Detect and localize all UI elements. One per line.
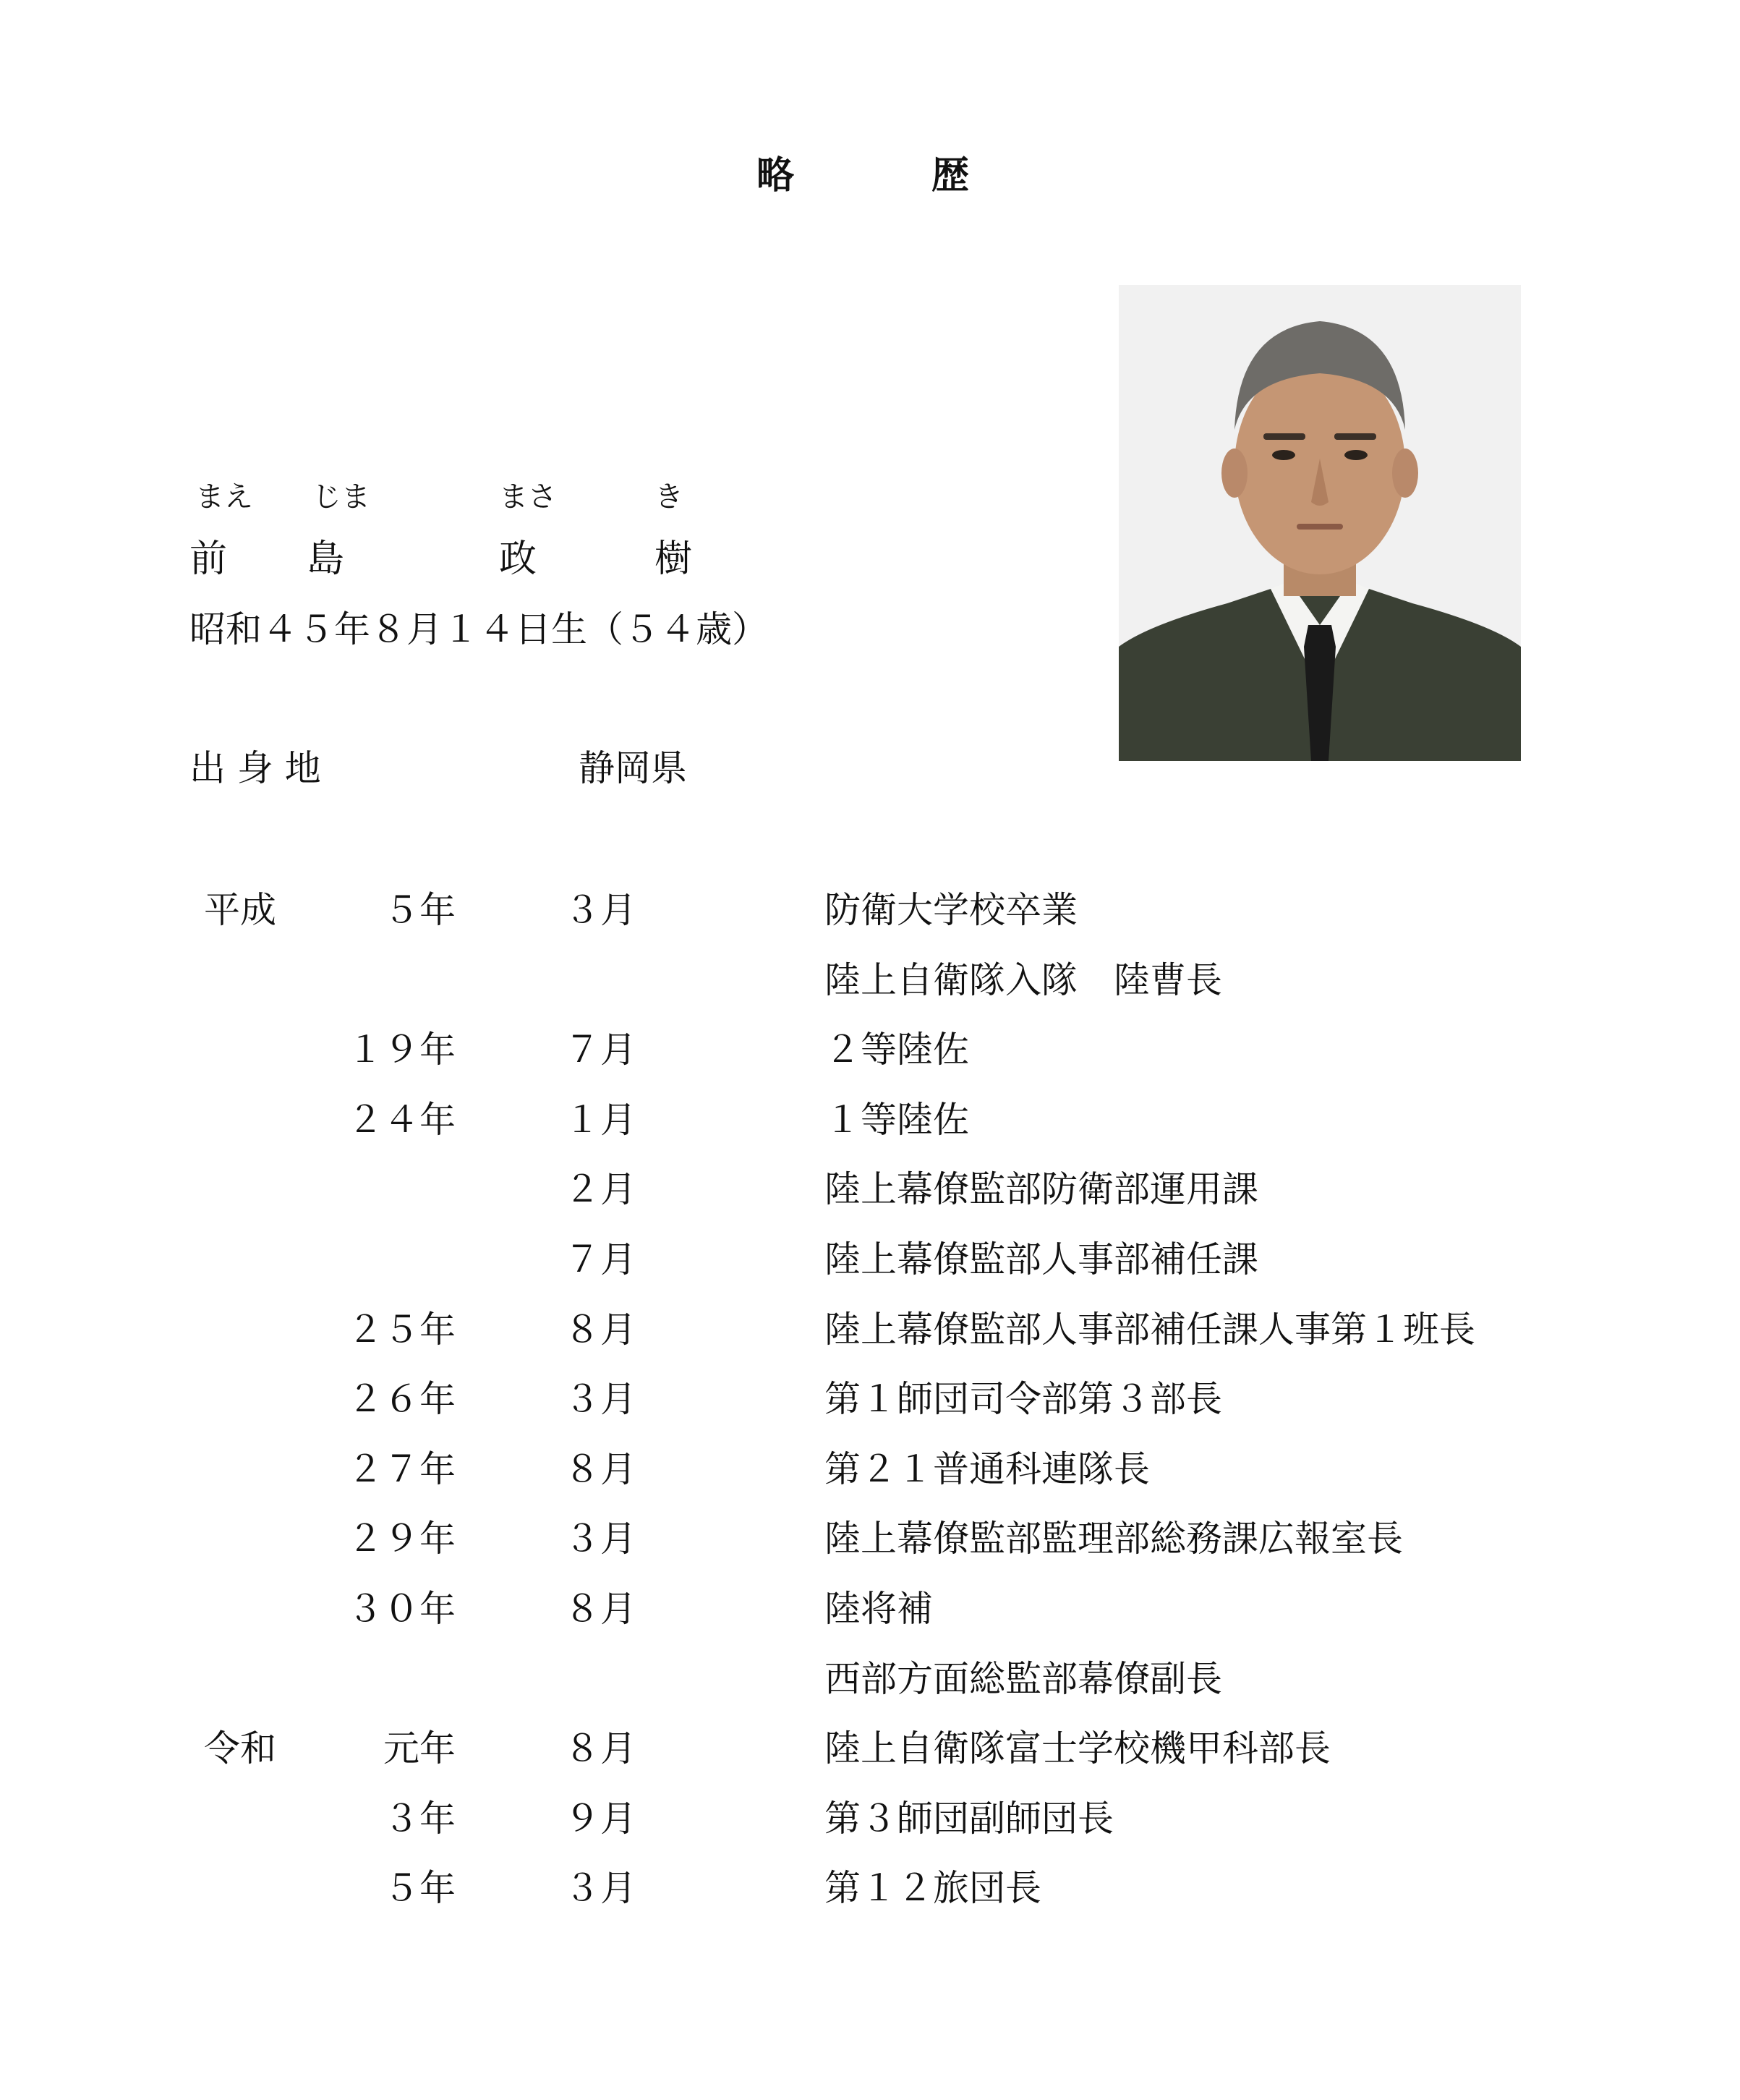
history-year: ３０年 [347, 1588, 456, 1630]
history-year: 元年 [383, 1727, 456, 1769]
history-year: １９年 [347, 1029, 456, 1071]
history-year: ２５年 [347, 1309, 456, 1351]
history-event: 第１師団司令部第３部長 [824, 1378, 1222, 1420]
history-event: 第２１普通科連隊長 [824, 1448, 1150, 1490]
history-event: 陸上幕僚監部人事部補任課 [824, 1238, 1258, 1280]
history-year: ５年 [383, 889, 456, 931]
history-event: １等陸佐 [824, 1099, 969, 1141]
birthplace-label: 出 身 地 [189, 747, 321, 789]
history-month: ８月 [564, 1448, 636, 1490]
history-row [0, 1510, 1740, 1560]
history-year: ２４年 [347, 1099, 456, 1141]
history-row [0, 1301, 1740, 1351]
history-row [0, 1160, 1740, 1211]
history-month: ９月 [564, 1798, 636, 1840]
history-event: 第３師団副師団長 [824, 1798, 1114, 1840]
history-row [0, 1440, 1740, 1491]
history-row [0, 1091, 1740, 1142]
name-char-1: 前 [189, 537, 228, 581]
history-year: ５年 [383, 1867, 456, 1909]
history-month: １月 [564, 1099, 636, 1141]
name-char-3: 政 [499, 537, 537, 581]
officer-portrait-photo [1119, 285, 1521, 761]
history-event: 陸将補 [824, 1588, 933, 1630]
history-event: 西部方面総監部幕僚副長 [824, 1658, 1222, 1700]
history-row [0, 1021, 1740, 1071]
history-row [0, 1370, 1740, 1421]
history-event: ２等陸佐 [824, 1029, 969, 1071]
name-ruby-4: き [654, 480, 683, 514]
history-month: ８月 [564, 1309, 636, 1351]
title-char-1: 略 [756, 154, 795, 197]
history-event: 防衛大学校卒業 [824, 889, 1078, 931]
history-era: 令和 [204, 1727, 276, 1769]
name-char-4: 樹 [654, 537, 693, 581]
history-era: 平成 [204, 889, 276, 931]
title-char-2: 歴 [931, 154, 970, 197]
name-ruby-2: じま [312, 480, 370, 514]
history-year: ３年 [383, 1798, 456, 1840]
history-event: 陸上幕僚監部人事部補任課人事第１班長 [824, 1309, 1475, 1351]
birth-date: 昭和４５年８月１４日生（５４歳） [189, 608, 768, 650]
history-month: ３月 [564, 1867, 636, 1909]
history-event: 第１２旅団長 [824, 1867, 1041, 1909]
history-row [0, 1859, 1740, 1910]
history-month: ７月 [564, 1029, 636, 1071]
history-row [0, 1790, 1740, 1840]
history-event: 陸上自衛隊富士学校機甲科部長 [824, 1727, 1331, 1769]
history-month: ３月 [564, 1518, 636, 1560]
history-event: 陸上幕僚監部監理部総務課広報室長 [824, 1518, 1403, 1560]
history-month: ７月 [564, 1238, 636, 1280]
history-month: ８月 [564, 1727, 636, 1769]
history-row [0, 881, 1740, 932]
name-ruby-1: まえ [195, 480, 253, 514]
history-month: ８月 [564, 1588, 636, 1630]
history-event: 陸上幕僚監部防衛部運用課 [824, 1168, 1258, 1210]
history-month: ３月 [564, 889, 636, 931]
history-row [0, 1230, 1740, 1281]
history-row [0, 1580, 1740, 1631]
history-month: ２月 [564, 1168, 636, 1210]
history-month: ３月 [564, 1378, 636, 1420]
birthplace-value: 静岡県 [579, 747, 687, 789]
name-char-2: 島 [307, 537, 345, 581]
history-event: 陸上自衛隊入隊 陸曹長 [824, 959, 1222, 1001]
history-year: ２９年 [347, 1518, 456, 1560]
history-year: ２６年 [347, 1378, 456, 1420]
history-row [0, 1719, 1740, 1770]
history-year: ２７年 [347, 1448, 456, 1490]
name-ruby-3: まさ [499, 480, 557, 514]
history-row [0, 1650, 1740, 1701]
history-row [0, 951, 1740, 1002]
